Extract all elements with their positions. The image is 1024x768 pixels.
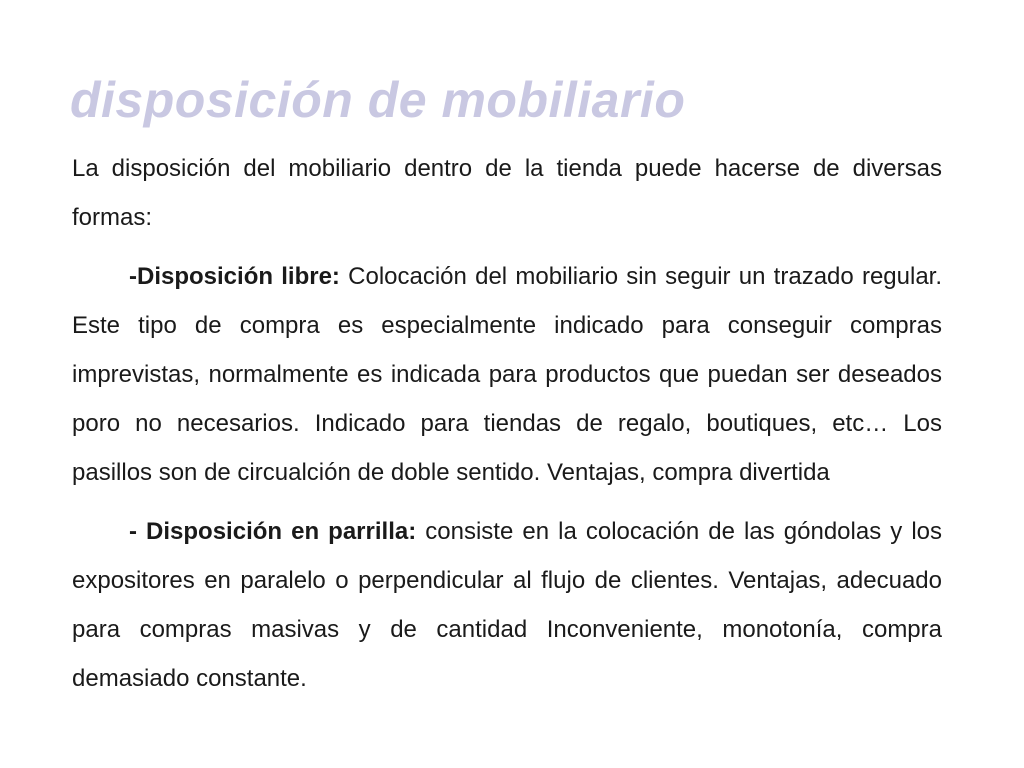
- paragraph-disposicion-libre: [72, 252, 942, 497]
- slide-body: [72, 144, 942, 713]
- description-disposicion-libre: Colocación del mobiliario sin seguir un trazado regular. Este tipo de compra es especialmente indicado para conseguir compras imprevistas, normalmente es indicada para productos que puedan ser deseados poro no necesarios. Indicado para tiendas de regalo, boutiques, etc… Los pasillos son de circualción de doble sentido. Ventajas, compra divertida: [72, 263, 943, 486]
- term-disposicion-parrilla: - Disposición en parrilla:: [129, 518, 417, 545]
- description-disposicion-parrilla: consiste en la colocación de las góndolas y los expositores en paralelo o perpendicular al flujo de clientes. Ventajas, adecuado para compras masivas y de cantidad Inconveniente, monotonía, compra demasiado constante.: [72, 518, 942, 692]
- term-disposicion-libre: -Disposición libre:: [129, 263, 340, 290]
- paragraph-disposicion-parrilla: [72, 507, 942, 703]
- intro-paragraph: La disposición del mobiliario dentro de la tienda puede hacerse de diversas formas:: [72, 155, 942, 231]
- slide-title: disposición de mobiliario: [70, 72, 686, 128]
